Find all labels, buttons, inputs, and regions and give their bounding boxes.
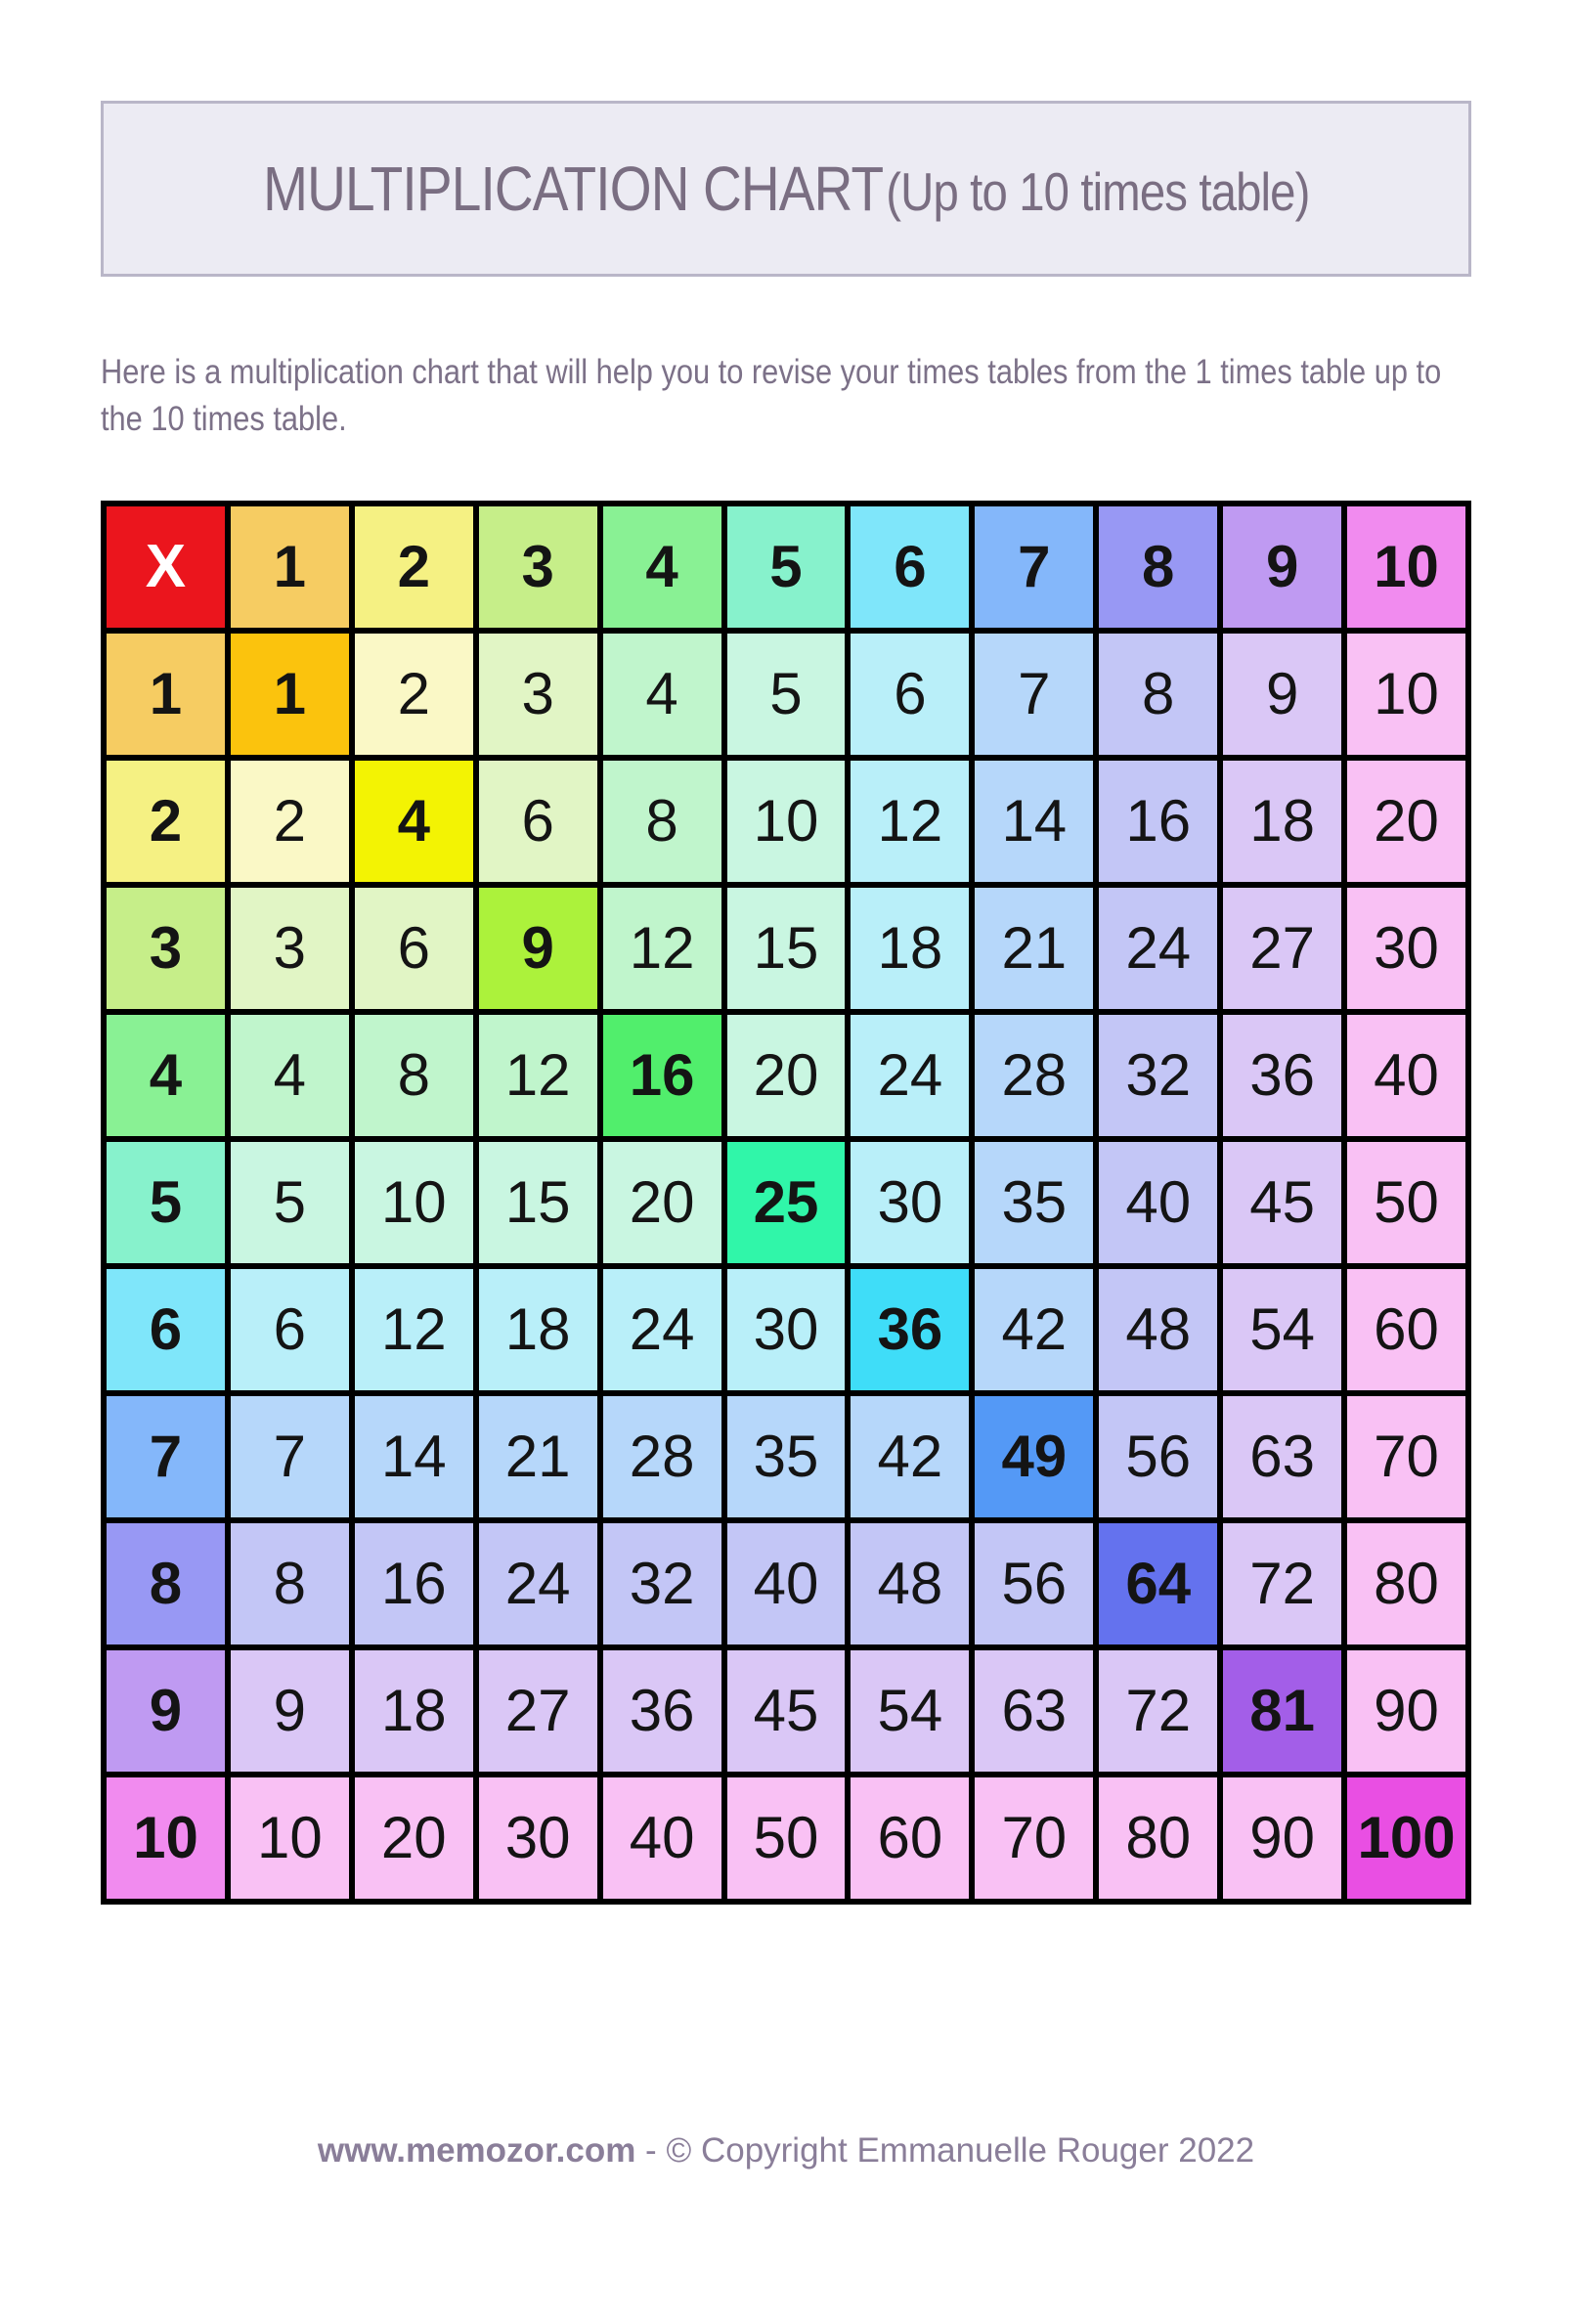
column-header-7: 7: [975, 506, 1093, 628]
column-header-6: 6: [851, 506, 969, 628]
site-name: www.memozor.com: [317, 2130, 636, 2170]
product-cell-10x1: 10: [231, 1777, 349, 1899]
product-cell-1x10: 10: [1347, 634, 1465, 755]
row-header-9: 9: [107, 1650, 225, 1772]
product-cell-1x4: 4: [603, 634, 721, 755]
product-cell-5x7: 35: [975, 1142, 1093, 1263]
row-header-8: 8: [107, 1523, 225, 1644]
product-cell-7x2: 14: [355, 1396, 473, 1517]
product-cell-3x6: 18: [851, 888, 969, 1009]
product-cell-1x2: 2: [355, 634, 473, 755]
diagonal-cell-100: 100: [1347, 1777, 1465, 1899]
product-cell-9x5: 45: [727, 1650, 846, 1772]
product-cell-3x7: 21: [975, 888, 1093, 1009]
column-header-8: 8: [1099, 506, 1217, 628]
product-cell-7x3: 21: [479, 1396, 597, 1517]
product-cell-5x10: 50: [1347, 1142, 1465, 1263]
diagonal-cell-4: 4: [355, 761, 473, 882]
product-cell-4x10: 40: [1347, 1015, 1465, 1136]
product-cell-4x3: 12: [479, 1015, 597, 1136]
product-cell-3x10: 30: [1347, 888, 1465, 1009]
product-cell-6x7: 42: [975, 1269, 1093, 1390]
product-cell-9x4: 36: [603, 1650, 721, 1772]
product-cell-2x9: 18: [1223, 761, 1341, 882]
product-cell-1x5: 5: [727, 634, 846, 755]
copyright-text: © Copyright Emmanuelle Rouger 2022: [666, 2130, 1255, 2170]
product-cell-1x3: 3: [479, 634, 597, 755]
column-header-3: 3: [479, 506, 597, 628]
product-cell-4x8: 32: [1099, 1015, 1217, 1136]
page-title-main: MULTIPLICATION CHART: [262, 153, 883, 224]
column-header-9: 9: [1223, 506, 1341, 628]
product-cell-3x2: 6: [355, 888, 473, 1009]
title-box: [101, 101, 1471, 277]
product-cell-8x6: 48: [851, 1523, 969, 1644]
product-cell-10x3: 30: [479, 1777, 597, 1899]
column-header-4: 4: [603, 506, 721, 628]
product-cell-7x10: 70: [1347, 1396, 1465, 1517]
page-title: [263, 153, 1309, 225]
product-cell-8x2: 16: [355, 1523, 473, 1644]
product-cell-10x6: 60: [851, 1777, 969, 1899]
column-header-2: 2: [355, 506, 473, 628]
product-cell-2x5: 10: [727, 761, 846, 882]
product-cell-2x4: 8: [603, 761, 721, 882]
product-cell-6x8: 48: [1099, 1269, 1217, 1390]
product-cell-5x9: 45: [1223, 1142, 1341, 1263]
product-cell-7x5: 35: [727, 1396, 846, 1517]
page-title-sub-text: (Up to 10 times table): [885, 161, 1310, 222]
footer-separator: -: [635, 2130, 667, 2170]
product-cell-5x3: 15: [479, 1142, 597, 1263]
diagonal-cell-9: 9: [479, 888, 597, 1009]
product-cell-3x1: 3: [231, 888, 349, 1009]
product-cell-6x10: 60: [1347, 1269, 1465, 1390]
product-cell-8x9: 72: [1223, 1523, 1341, 1644]
product-cell-6x2: 12: [355, 1269, 473, 1390]
product-cell-5x1: 5: [231, 1142, 349, 1263]
product-cell-4x1: 4: [231, 1015, 349, 1136]
row-header-6: 6: [107, 1269, 225, 1390]
product-cell-9x8: 72: [1099, 1650, 1217, 1772]
product-cell-3x9: 27: [1223, 888, 1341, 1009]
product-cell-2x8: 16: [1099, 761, 1217, 882]
product-cell-9x1: 9: [231, 1650, 349, 1772]
product-cell-3x8: 24: [1099, 888, 1217, 1009]
product-cell-9x10: 90: [1347, 1650, 1465, 1772]
product-cell-10x7: 70: [975, 1777, 1093, 1899]
product-cell-2x3: 6: [479, 761, 597, 882]
product-cell-5x4: 20: [603, 1142, 721, 1263]
row-header-7: 7: [107, 1396, 225, 1517]
product-cell-8x7: 56: [975, 1523, 1093, 1644]
row-header-4: 4: [107, 1015, 225, 1136]
product-cell-9x6: 54: [851, 1650, 969, 1772]
column-header-5: 5: [727, 506, 846, 628]
row-header-1: 1: [107, 634, 225, 755]
product-cell-1x7: 7: [975, 634, 1093, 755]
row-header-3: 3: [107, 888, 225, 1009]
product-cell-4x6: 24: [851, 1015, 969, 1136]
product-cell-10x9: 90: [1223, 1777, 1341, 1899]
product-cell-2x1: 2: [231, 761, 349, 882]
product-cell-10x8: 80: [1099, 1777, 1217, 1899]
product-cell-10x2: 20: [355, 1777, 473, 1899]
product-cell-1x6: 6: [851, 634, 969, 755]
page-title-sub: [886, 161, 1309, 222]
product-cell-7x9: 63: [1223, 1396, 1341, 1517]
diagonal-cell-25: 25: [727, 1142, 846, 1263]
product-cell-7x8: 56: [1099, 1396, 1217, 1517]
product-cell-10x4: 40: [603, 1777, 721, 1899]
row-header-10: 10: [107, 1777, 225, 1899]
product-cell-7x6: 42: [851, 1396, 969, 1517]
product-cell-8x1: 8: [231, 1523, 349, 1644]
product-cell-4x7: 28: [975, 1015, 1093, 1136]
diagonal-cell-36: 36: [851, 1269, 969, 1390]
row-header-5: 5: [107, 1142, 225, 1263]
product-cell-6x3: 18: [479, 1269, 597, 1390]
product-cell-5x2: 10: [355, 1142, 473, 1263]
product-cell-7x4: 28: [603, 1396, 721, 1517]
product-cell-2x10: 20: [1347, 761, 1465, 882]
product-cell-5x8: 40: [1099, 1142, 1217, 1263]
product-cell-8x3: 24: [479, 1523, 597, 1644]
product-cell-7x1: 7: [231, 1396, 349, 1517]
product-cell-6x9: 54: [1223, 1269, 1341, 1390]
product-cell-4x2: 8: [355, 1015, 473, 1136]
product-cell-8x10: 80: [1347, 1523, 1465, 1644]
multiplication-table: [101, 501, 1471, 1905]
diagonal-cell-64: 64: [1099, 1523, 1217, 1644]
product-cell-1x8: 8: [1099, 634, 1217, 755]
diagonal-cell-16: 16: [603, 1015, 721, 1136]
product-cell-10x5: 50: [727, 1777, 846, 1899]
product-cell-6x1: 6: [231, 1269, 349, 1390]
product-cell-2x6: 12: [851, 761, 969, 882]
product-cell-4x9: 36: [1223, 1015, 1341, 1136]
diagonal-cell-49: 49: [975, 1396, 1093, 1517]
footer: [0, 2131, 1572, 2171]
product-cell-6x5: 30: [727, 1269, 846, 1390]
column-header-10: 10: [1347, 506, 1465, 628]
product-cell-3x5: 15: [727, 888, 846, 1009]
product-cell-9x7: 63: [975, 1650, 1093, 1772]
row-header-2: 2: [107, 761, 225, 882]
product-cell-3x4: 12: [603, 888, 721, 1009]
description-text: Here is a multiplication chart that will help you to revise your times tables from the 1 times table up to the 10 times table.: [101, 353, 1442, 439]
product-cell-2x7: 14: [975, 761, 1093, 882]
corner-cell-x: X: [107, 506, 225, 628]
product-cell-1x9: 9: [1223, 634, 1341, 755]
diagonal-cell-1: 1: [231, 634, 349, 755]
product-cell-4x5: 20: [727, 1015, 846, 1136]
diagonal-cell-81: 81: [1223, 1650, 1341, 1772]
product-cell-9x2: 18: [355, 1650, 473, 1772]
product-cell-8x5: 40: [727, 1523, 846, 1644]
product-cell-9x3: 27: [479, 1650, 597, 1772]
product-cell-5x6: 30: [851, 1142, 969, 1263]
product-cell-6x4: 24: [603, 1269, 721, 1390]
product-cell-8x4: 32: [603, 1523, 721, 1644]
column-header-1: 1: [231, 506, 349, 628]
